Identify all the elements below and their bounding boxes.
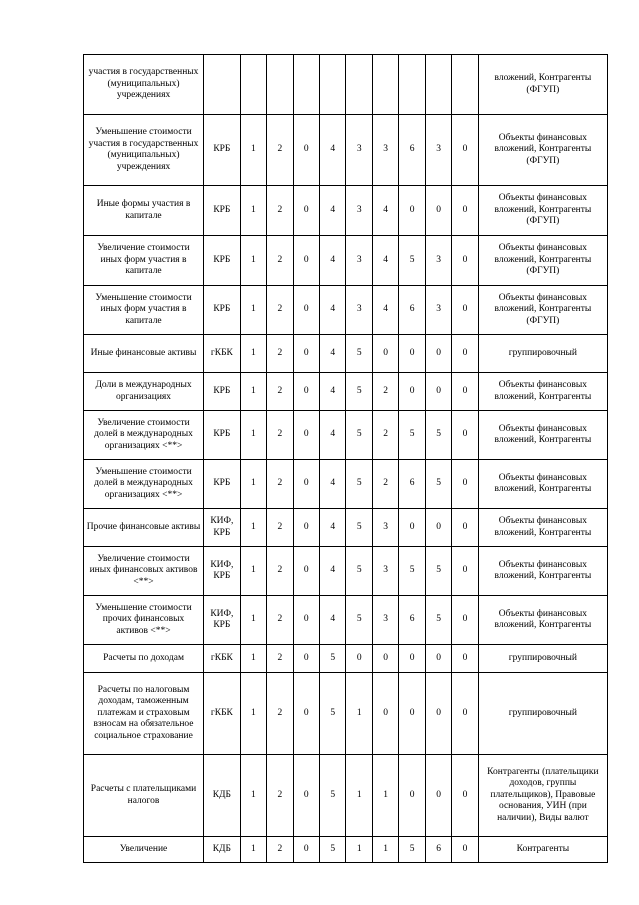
analytics-cell: вложений, Контрагенты (ФГУП): [478, 55, 607, 115]
source-code-cell: КРБ: [204, 186, 241, 236]
account-digit-cell: 5: [399, 837, 425, 863]
analytics-cell: Объекты финансовых вложений, Контрагенты (ФГУП): [478, 236, 607, 286]
account-digit-cell: 2: [267, 837, 293, 863]
analytics-cell: Объекты финансовых вложений, Контрагенты: [478, 373, 607, 411]
account-digit-cell: 0: [372, 645, 398, 673]
source-code-cell: гКБК: [204, 645, 241, 673]
account-digit-cell: 3: [346, 286, 372, 335]
account-digit-cell: 0: [452, 373, 478, 411]
account-digit-cell: 2: [267, 509, 293, 547]
account-digit-cell: 2: [267, 645, 293, 673]
account-digit-cell: 1: [372, 837, 398, 863]
account-digit-cell: 4: [320, 547, 346, 596]
account-digit-cell: 0: [399, 755, 425, 837]
table-row: [84, 55, 608, 115]
account-digit-cell: 4: [372, 286, 398, 335]
account-digit-cell: 0: [452, 509, 478, 547]
source-code-cell: КДБ: [204, 837, 241, 863]
account-digit-cell: 4: [372, 236, 398, 286]
account-digit-cell: 0: [425, 755, 451, 837]
account-digit-cell: 0: [452, 837, 478, 863]
account-digit-cell: 5: [425, 547, 451, 596]
account-digit-cell: [267, 55, 293, 115]
account-digit-cell: 2: [267, 115, 293, 186]
analytics-cell: группировочный: [478, 673, 607, 755]
account-digit-cell: 0: [399, 335, 425, 373]
account-digit-cell: 0: [372, 335, 398, 373]
account-digit-cell: 3: [346, 236, 372, 286]
table-row: [84, 755, 608, 837]
account-digit-cell: 5: [425, 596, 451, 645]
account-digit-cell: 0: [452, 115, 478, 186]
account-digit-cell: 0: [425, 509, 451, 547]
table-body: [84, 55, 608, 863]
account-digit-cell: 2: [372, 411, 398, 460]
account-name-cell: Уменьшение стоимости иных форм участия в капитале: [84, 286, 204, 335]
table-row: [84, 411, 608, 460]
account-name-cell: Иные финансовые активы: [84, 335, 204, 373]
account-digit-cell: 1: [240, 509, 266, 547]
account-digit-cell: 5: [346, 596, 372, 645]
analytics-cell: Объекты финансовых вложений, Контрагенты: [478, 547, 607, 596]
account-digit-cell: 0: [293, 673, 319, 755]
analytics-cell: Контрагенты: [478, 837, 607, 863]
account-digit-cell: 2: [267, 286, 293, 335]
account-digit-cell: 0: [293, 335, 319, 373]
account-digit-cell: 2: [267, 236, 293, 286]
table-row: [84, 115, 608, 186]
account-digit-cell: 0: [452, 236, 478, 286]
account-digit-cell: 1: [240, 596, 266, 645]
account-digit-cell: 0: [399, 509, 425, 547]
table-row: [84, 596, 608, 645]
account-digit-cell: 5: [399, 411, 425, 460]
account-digit-cell: 0: [452, 286, 478, 335]
analytics-cell: Контрагенты (плательщики доходов, группы плательщиков), Правовые основания, УИН (при наличии), Виды валют: [478, 755, 607, 837]
account-digit-cell: 1: [240, 236, 266, 286]
analytics-cell: Объекты финансовых вложений, Контрагенты: [478, 509, 607, 547]
account-digit-cell: 4: [372, 186, 398, 236]
account-digit-cell: 1: [346, 837, 372, 863]
source-code-cell: КИФ, КРБ: [204, 547, 241, 596]
account-digit-cell: 4: [320, 115, 346, 186]
account-digit-cell: 0: [452, 596, 478, 645]
source-code-cell: [204, 55, 241, 115]
account-digit-cell: 3: [372, 547, 398, 596]
account-digit-cell: 1: [240, 186, 266, 236]
account-digit-cell: 0: [452, 645, 478, 673]
table-row: [84, 509, 608, 547]
analytics-cell: Объекты финансовых вложений, Контрагенты (ФГУП): [478, 286, 607, 335]
table-row: [84, 335, 608, 373]
table-row: [84, 460, 608, 509]
account-digit-cell: 0: [399, 186, 425, 236]
analytics-cell: Объекты финансовых вложений, Контрагенты (ФГУП): [478, 115, 607, 186]
account-digit-cell: 1: [372, 755, 398, 837]
account-digit-cell: 3: [425, 286, 451, 335]
account-name-cell: Увеличение: [84, 837, 204, 863]
account-digit-cell: 0: [372, 673, 398, 755]
account-digit-cell: 1: [240, 460, 266, 509]
account-name-cell: Прочие финансовые активы: [84, 509, 204, 547]
account-digit-cell: 0: [346, 645, 372, 673]
account-digit-cell: 5: [320, 673, 346, 755]
account-digit-cell: 5: [399, 236, 425, 286]
account-digit-cell: 5: [425, 411, 451, 460]
source-code-cell: КДБ: [204, 755, 241, 837]
account-digit-cell: 2: [267, 673, 293, 755]
account-digit-cell: 5: [320, 837, 346, 863]
account-digit-cell: 0: [293, 755, 319, 837]
account-name-cell: Уменьшение стоимости долей в международных организациях <**>: [84, 460, 204, 509]
table-row: [84, 236, 608, 286]
account-digit-cell: 2: [372, 373, 398, 411]
analytics-cell: группировочный: [478, 645, 607, 673]
account-digit-cell: 1: [240, 286, 266, 335]
account-digit-cell: 2: [267, 186, 293, 236]
account-digit-cell: 0: [452, 186, 478, 236]
account-name-cell: Иные формы участия в капитале: [84, 186, 204, 236]
account-digit-cell: 2: [267, 755, 293, 837]
account-digit-cell: 0: [293, 115, 319, 186]
account-digit-cell: 3: [346, 115, 372, 186]
account-digit-cell: 4: [320, 236, 346, 286]
table-row: [84, 186, 608, 236]
account-digit-cell: 0: [293, 596, 319, 645]
table-row: [84, 373, 608, 411]
account-digit-cell: 4: [320, 186, 346, 236]
table-row: [84, 837, 608, 863]
account-digit-cell: 0: [452, 755, 478, 837]
source-code-cell: КИФ, КРБ: [204, 596, 241, 645]
source-code-cell: гКБК: [204, 673, 241, 755]
account-name-cell: Уменьшение стоимости участия в государственных (муниципальных) учреждениях: [84, 115, 204, 186]
table-row: [84, 645, 608, 673]
account-digit-cell: 0: [425, 645, 451, 673]
account-digit-cell: 0: [425, 373, 451, 411]
analytics-cell: Объекты финансовых вложений, Контрагенты: [478, 596, 607, 645]
account-digit-cell: 5: [320, 755, 346, 837]
account-digit-cell: 0: [293, 186, 319, 236]
account-digit-cell: 1: [240, 547, 266, 596]
analytics-cell: Объекты финансовых вложений, Контрагенты: [478, 460, 607, 509]
account-digit-cell: 0: [293, 509, 319, 547]
account-digit-cell: 3: [346, 186, 372, 236]
account-name-cell: Расчеты по доходам: [84, 645, 204, 673]
source-code-cell: КИФ, КРБ: [204, 509, 241, 547]
account-digit-cell: 0: [452, 460, 478, 509]
account-digit-cell: 4: [320, 373, 346, 411]
account-digit-cell: 0: [425, 335, 451, 373]
table-row: [84, 286, 608, 335]
account-digit-cell: [425, 55, 451, 115]
account-digit-cell: 1: [240, 837, 266, 863]
account-digit-cell: 0: [452, 547, 478, 596]
account-digit-cell: 0: [399, 373, 425, 411]
account-digit-cell: [452, 55, 478, 115]
account-digit-cell: 0: [452, 411, 478, 460]
analytics-cell: группировочный: [478, 335, 607, 373]
account-digit-cell: 0: [452, 673, 478, 755]
account-digit-cell: 0: [293, 837, 319, 863]
source-code-cell: КРБ: [204, 286, 241, 335]
account-digit-cell: 3: [372, 115, 398, 186]
account-name-cell: Расчеты с плательщиками налогов: [84, 755, 204, 837]
source-code-cell: КРБ: [204, 411, 241, 460]
account-digit-cell: 4: [320, 596, 346, 645]
account-digit-cell: 5: [346, 509, 372, 547]
account-digit-cell: 5: [346, 411, 372, 460]
account-name-cell: Увеличение стоимости иных финансовых активов <**>: [84, 547, 204, 596]
account-digit-cell: 3: [372, 596, 398, 645]
account-digit-cell: 4: [320, 411, 346, 460]
account-digit-cell: 1: [346, 755, 372, 837]
account-digit-cell: 1: [240, 115, 266, 186]
source-code-cell: КРБ: [204, 236, 241, 286]
account-digit-cell: 2: [267, 596, 293, 645]
account-digit-cell: 0: [399, 673, 425, 755]
account-digit-cell: [320, 55, 346, 115]
account-digit-cell: 2: [267, 335, 293, 373]
account-digit-cell: 0: [293, 460, 319, 509]
account-digit-cell: 0: [293, 286, 319, 335]
account-name-cell: Увеличение стоимости иных форм участия в капитале: [84, 236, 204, 286]
account-digit-cell: 2: [267, 547, 293, 596]
account-name-cell: Доли в международных организациях: [84, 373, 204, 411]
account-digit-cell: 1: [346, 673, 372, 755]
account-digit-cell: 1: [240, 755, 266, 837]
account-digit-cell: 5: [346, 335, 372, 373]
source-code-cell: КРБ: [204, 373, 241, 411]
analytics-cell: Объекты финансовых вложений, Контрагенты: [478, 411, 607, 460]
account-digit-cell: 5: [346, 547, 372, 596]
account-digit-cell: 0: [293, 373, 319, 411]
account-digit-cell: 6: [399, 115, 425, 186]
account-digit-cell: 0: [425, 673, 451, 755]
account-digit-cell: 5: [346, 460, 372, 509]
account-digit-cell: 5: [320, 645, 346, 673]
table-row: [84, 673, 608, 755]
account-digit-cell: 0: [293, 547, 319, 596]
account-name-cell: Расчеты по налоговым доходам, таможенным платежам и страховым взносам на обязательное социальное страхование: [84, 673, 204, 755]
account-digit-cell: [346, 55, 372, 115]
account-digit-cell: 4: [320, 286, 346, 335]
account-digit-cell: 6: [425, 837, 451, 863]
account-digit-cell: 0: [293, 411, 319, 460]
account-digit-cell: 6: [399, 596, 425, 645]
account-digit-cell: [293, 55, 319, 115]
table-row: [84, 547, 608, 596]
account-digit-cell: 1: [240, 673, 266, 755]
account-digit-cell: 2: [267, 460, 293, 509]
source-code-cell: КРБ: [204, 460, 241, 509]
account-name-cell: Увеличение стоимости долей в международных организациях <**>: [84, 411, 204, 460]
account-digit-cell: 2: [267, 411, 293, 460]
account-digit-cell: 4: [320, 335, 346, 373]
account-digit-cell: 5: [346, 373, 372, 411]
account-digit-cell: 1: [240, 373, 266, 411]
account-name-cell: Уменьшение стоимости прочих финансовых активов <**>: [84, 596, 204, 645]
account-digit-cell: 0: [399, 645, 425, 673]
account-digit-cell: 1: [240, 411, 266, 460]
account-digit-cell: [240, 55, 266, 115]
accounts-table: [83, 54, 608, 863]
account-digit-cell: [372, 55, 398, 115]
account-digit-cell: 3: [372, 509, 398, 547]
account-digit-cell: 4: [320, 460, 346, 509]
analytics-cell: Объекты финансовых вложений, Контрагенты (ФГУП): [478, 186, 607, 236]
account-digit-cell: 6: [399, 460, 425, 509]
account-digit-cell: 6: [399, 286, 425, 335]
account-digit-cell: 1: [240, 645, 266, 673]
source-code-cell: КРБ: [204, 115, 241, 186]
account-digit-cell: 0: [425, 186, 451, 236]
account-name-cell: участия в государственных (муниципальных) учреждениях: [84, 55, 204, 115]
account-digit-cell: 0: [293, 236, 319, 286]
account-digit-cell: 0: [452, 335, 478, 373]
account-digit-cell: 1: [240, 335, 266, 373]
account-digit-cell: 3: [425, 236, 451, 286]
account-digit-cell: 4: [320, 509, 346, 547]
account-digit-cell: [399, 55, 425, 115]
account-digit-cell: 3: [425, 115, 451, 186]
account-digit-cell: 2: [267, 373, 293, 411]
account-digit-cell: 5: [425, 460, 451, 509]
source-code-cell: гКБК: [204, 335, 241, 373]
account-digit-cell: 2: [372, 460, 398, 509]
account-digit-cell: 0: [293, 645, 319, 673]
account-digit-cell: 5: [399, 547, 425, 596]
